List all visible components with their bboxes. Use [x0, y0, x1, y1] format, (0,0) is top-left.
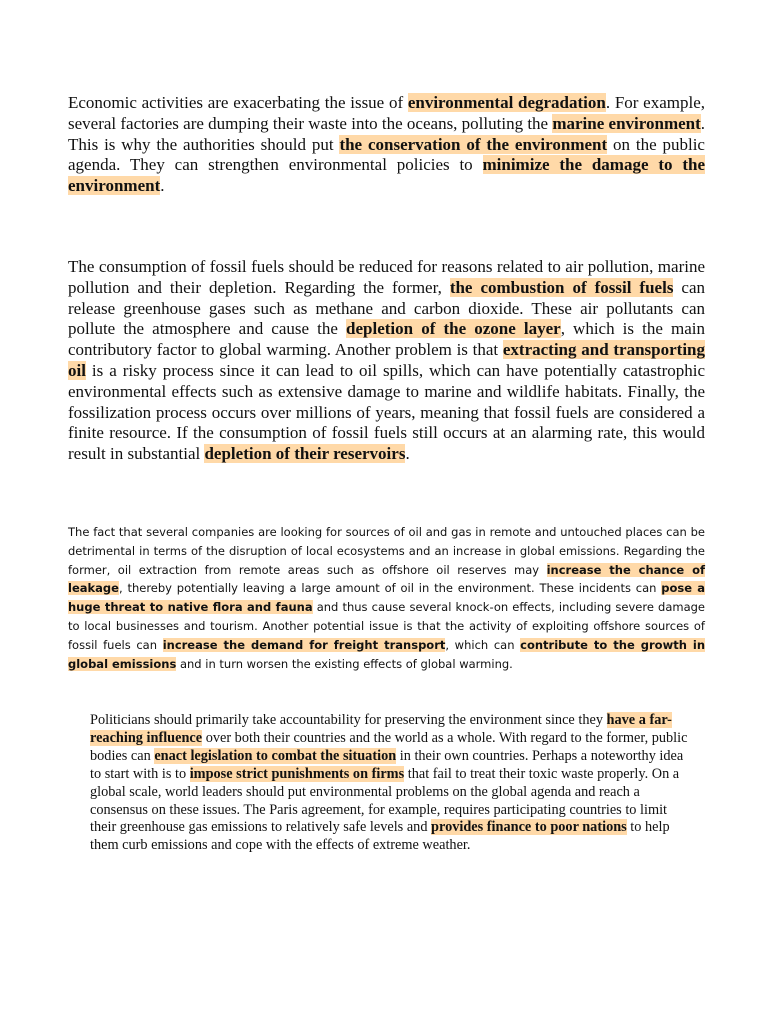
highlighted-phrase: increase the chance of leakage — [68, 562, 706, 596]
text-segment: . — [405, 444, 410, 464]
highlighted-phrase: pose a huge threat to native flora and fauna — [68, 581, 705, 615]
highlighted-phrase: depletion of the ozone layer — [346, 319, 561, 339]
highlighted-phrase: extracting and transporting oil — [68, 340, 705, 380]
text-segment: and thus cause several knock-on effects, including severe damage to local businesses and tourism. Another potential issue is that the activity of exploiting offshore sources of fossil fuels can — [68, 600, 705, 652]
highlighted-phrase: enact legislation to combat the situation — [154, 747, 397, 764]
text-segment: to help them curb emissions and cope with the effects of extreme weather. — [90, 819, 670, 854]
highlighted-phrase: impose strict punishments on firms — [189, 765, 405, 782]
text-segment: and in turn worsen the existing effects of global warming. — [176, 656, 513, 671]
paragraph-politicians — [90, 712, 688, 855]
text-segment: The consumption of fossil fuels should be reduced for reasons related to air pollution, marine pollution and their depletion. Regarding the former, — [68, 257, 705, 297]
text-segment: . — [160, 176, 165, 196]
text-segment: Politicians should primarily take accountability for preserving the environment since they — [90, 712, 607, 728]
paragraph-oil-and-gas — [68, 523, 705, 673]
highlighted-phrase: have a far-reaching influence — [90, 712, 672, 746]
text-segment: that fail to treat their toxic waste properly. On a global scale, world leaders should put environmental problems on the global agenda and reach a consensus on these issues. The Paris agreement, for example, requires participating countries to limit their greenhouse gas emissions to relatively safe levels and — [90, 765, 680, 836]
highlighted-phrase: contribute to the growth in global emissions — [68, 637, 706, 671]
highlighted-phrase: the conservation of the environment — [339, 134, 608, 154]
text-segment: . For example, several factories are dumping their waste into the oceans, polluting the — [68, 93, 705, 133]
text-segment: is a risky process since it can lead to oil spills, which can have potentially catastrophic environmental effects such as extensive damage to marine and wildlife habitats. Finally, the fossilization process occurs over millions of years, meaning that fossil fuels are considered a finite resource. If the consumption of fossil fuels still occurs at an alarming rate, this would result in substantial — [68, 360, 705, 464]
text-segment: can release greenhouse gases such as methane and carbon dioxide. These air pollutants can pollute the atmosphere and cause the — [68, 277, 705, 339]
highlighted-phrase: marine environment — [552, 113, 701, 133]
paragraph-fossil-fuels — [68, 257, 705, 465]
text-segment: over both their countries and the world as a whole. With regard to the former, public bodies can — [90, 729, 688, 764]
highlighted-phrase: provides finance to poor nations — [431, 819, 627, 836]
highlighted-phrase: depletion of their reservoirs — [204, 444, 406, 464]
text-segment: Economic activities are exacerbating the issue of — [68, 93, 408, 112]
text-segment: , thereby potentially leaving a large amount of oil in the environment. These incidents can — [118, 581, 662, 596]
text-segment: . This is why the authorities should put — [68, 113, 706, 154]
highlighted-phrase: increase the demand for freight transport — [162, 637, 446, 652]
paragraph-environmental-degradation — [68, 93, 705, 197]
highlighted-phrase: the combustion of fossil fuels — [449, 277, 674, 297]
text-segment: in their own countries. Perhaps a noteworthy idea to start with is to — [90, 747, 684, 782]
highlighted-phrase: environmental degradation — [407, 93, 606, 112]
text-segment: The fact that several companies are looking for sources of oil and gas in remote and untouched places can be detrimental in terms of the disruption of local ecosystems and an increase in global emissions. Regarding the former, oil extraction from remote areas such as offshore oil reserves may — [68, 525, 705, 577]
highlighted-phrase: minimize the damage to the environment — [68, 155, 705, 196]
text-segment: , which can — [445, 637, 521, 652]
text-segment: , which is the main contributory factor to global warming. Another problem is that — [68, 319, 705, 360]
text-segment: on the public agenda. They can strengthen environmental policies to — [68, 134, 705, 175]
